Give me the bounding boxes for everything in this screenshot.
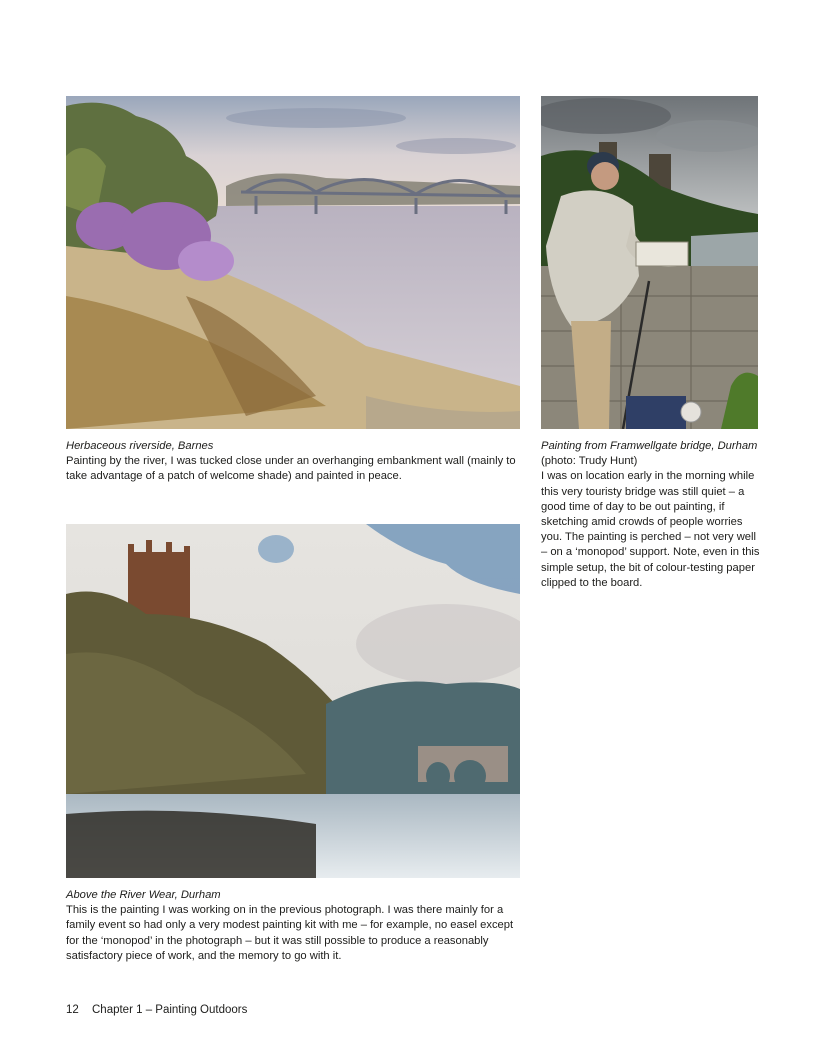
page-number: 12 [66, 1004, 79, 1016]
page-footer [66, 1004, 247, 1016]
painting-board [636, 242, 688, 266]
caption-title: Painting from Framwellgate bridge, Durham [541, 440, 758, 452]
painting-barnes-riverside [66, 96, 520, 429]
caption-text: This is the painting I was working on in the previous photograph. I was there mainly for a family event so had only a very modest painting kit with me – for example, no easel except for the ‘monopod’ in the photograph – but it was still possible to produce a reasonably satisfactory piece of work, and the memory to go with it. [66, 904, 514, 962]
caption-title: Herbaceous riverside, Barnes [66, 440, 214, 452]
caption-text: Painting by the river, I was tucked close under an overhanging embankment wall (mainly to take advantage of a patch of welcome shade) and painted in peace. [66, 455, 516, 483]
painting-river-wear [66, 524, 520, 878]
caption-river-wear [66, 888, 526, 964]
caption-title: Above the River Wear, Durham [66, 889, 221, 901]
photo-credit: (photo: Trudy Hunt) [541, 455, 638, 468]
caption-text: I was on location early in the morning while this very touristy bridge was still quiet – a good time of day to be out painting, if sketching amid crowds of people worries you. The painting is perched – not very well – on a ‘monopod’ support. Note, even in this simple setup, the bit of colour-testing paper clipped to the board. [541, 470, 760, 589]
chapter-title: Chapter 1 – Painting Outdoors [92, 1004, 248, 1016]
photo-framwellgate-bridge [541, 96, 758, 429]
caption-barnes [66, 439, 526, 485]
caption-durham-photo [541, 439, 763, 591]
